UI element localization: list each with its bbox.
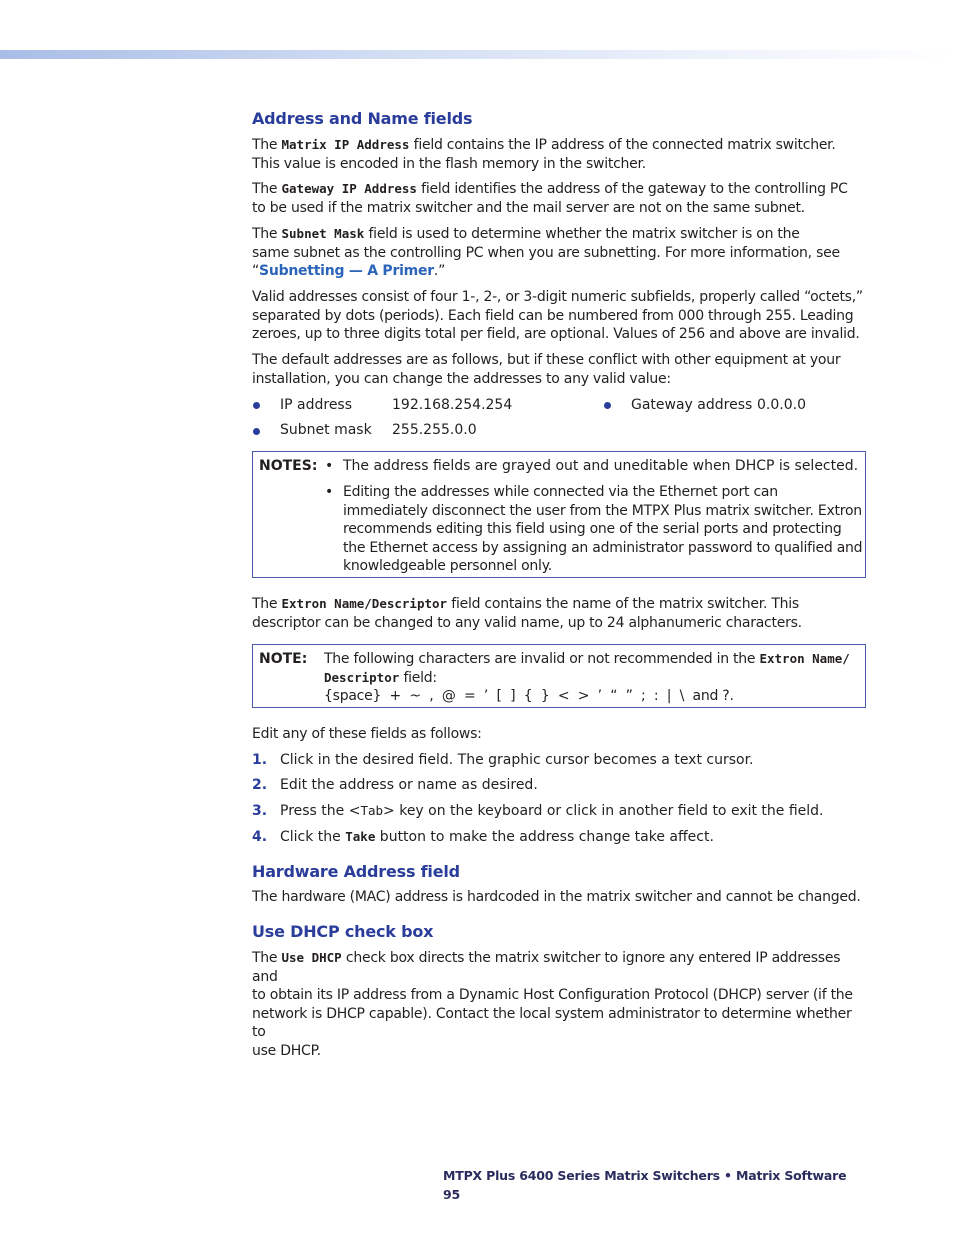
paragraph-matrix-ip	[252, 136, 868, 173]
paragraph-use-dhcp	[252, 949, 868, 1060]
default-value: 0.0.0.0	[757, 397, 806, 413]
text: recommends editing this field using one of the serial ports and protecting	[343, 521, 842, 537]
paragraph-default-addresses	[252, 351, 868, 388]
bullet-dot-icon	[604, 402, 611, 409]
section-heading-hardware-address: Hardware Address field	[252, 862, 460, 881]
note-box	[252, 644, 866, 708]
notes-box	[252, 451, 866, 578]
text: field identifies the address of the gateway to the controlling PC	[416, 181, 848, 197]
note-bullet-icon: •	[325, 484, 334, 500]
step-text: Edit the address or name as desired.	[280, 777, 538, 793]
paragraph-hardware-address: The hardware (MAC) address is hardcoded in the matrix switcher and cannot be changed.	[252, 889, 861, 905]
text: The	[252, 137, 282, 153]
text: field contains the IP address of the connected matrix switcher.	[409, 137, 836, 153]
text: Press the <	[280, 803, 361, 819]
section-heading-use-dhcp: Use DHCP check box	[252, 922, 434, 941]
step-text	[280, 802, 870, 821]
text: The	[252, 596, 282, 612]
step-number: 1.	[252, 752, 268, 768]
key-name-code: Tab	[360, 803, 384, 818]
text: to be used if the matrix switcher and the mail server are not on the same subnet.	[252, 199, 805, 216]
text: knowledgeable personnel only.	[343, 558, 552, 574]
default-label: Subnet mask	[280, 422, 372, 438]
step-number: 3.	[252, 803, 268, 819]
section-heading-address-name: Address and Name fields	[252, 109, 473, 128]
text: The	[252, 950, 282, 966]
paragraph-descriptor	[252, 595, 868, 632]
text: field:	[399, 669, 437, 686]
field-name-code: Gateway IP Address	[281, 181, 417, 196]
text: the Ethernet access by assigning an administrator password to qualified and	[343, 539, 863, 556]
text: Editing the addresses while connected via the Ethernet port can	[343, 484, 778, 500]
text: check box directs the matrix switcher to ignore any entered IP addresses and	[252, 950, 841, 985]
text: Click the	[280, 829, 346, 845]
default-label: Gateway address	[631, 397, 753, 413]
text: .”	[433, 263, 446, 279]
text: separated by dots (periods). Each field can be numbered from 000 through 255. Leading	[252, 307, 854, 324]
text: button to make the address change take affect.	[375, 829, 714, 845]
step-text	[280, 828, 870, 847]
note-bullet-icon: •	[325, 458, 334, 474]
bullet-dot-icon	[253, 428, 260, 435]
text: The following characters are invalid or not recommended in the	[324, 651, 760, 667]
step-number: 2.	[252, 777, 268, 793]
text: field contains the name of the matrix switcher. This	[447, 596, 799, 612]
text: installation, you can change the addresses to any valid value:	[252, 370, 671, 387]
paragraph-valid-addresses	[252, 288, 868, 344]
edit-intro: Edit any of these fields as follows:	[252, 726, 482, 742]
text: network is DHCP capable). Contact the local system administrator to determine whether to	[252, 1005, 852, 1040]
bullet-dot-icon	[253, 402, 260, 409]
subnetting-primer-link[interactable]: Subnetting — A Primer	[259, 263, 434, 279]
field-name-code: Descriptor	[324, 669, 400, 685]
text: The	[252, 226, 282, 242]
default-value: 255.255.0.0	[392, 422, 477, 438]
note-text	[324, 650, 864, 706]
paragraph-subnet-mask	[252, 225, 868, 281]
invalid-characters: {space} + ~ , @ = ’ [ ] { } < > ’ “ ” ; : | \ and ?.	[324, 688, 734, 704]
page-number: 95	[443, 1186, 460, 1202]
note-item: The address fields are grayed out and uneditable when DHCP is selected.	[343, 458, 859, 474]
text: > key on the keyboard or click in another field to exit the field.	[383, 803, 824, 819]
field-name-code: Extron Name/Descriptor	[281, 596, 448, 611]
header-gradient-bar	[0, 50, 954, 59]
field-name-code: Subnet Mask	[281, 226, 365, 241]
text: This value is encoded in the flash memory in the switcher.	[252, 155, 646, 172]
default-label: IP address	[280, 397, 353, 413]
default-value: 192.168.254.254	[392, 397, 513, 413]
text: use DHCP.	[252, 1042, 321, 1059]
text: same subnet as the controlling PC when you are subnetting. For more information, see	[252, 244, 840, 261]
text: descriptor can be changed to any valid name, up to 24 alphanumeric characters.	[252, 614, 802, 631]
text: immediately disconnect the user from the MTPX Plus matrix switcher. Extron	[343, 502, 862, 519]
text: to obtain its IP address from a Dynamic Host Configuration Protocol (DHCP) server (if the	[252, 987, 853, 1003]
page-footer	[443, 1167, 873, 1204]
paragraph-gateway-ip	[252, 180, 868, 217]
text: Valid addresses consist of four 1-, 2-, or 3-digit numeric subfields, properly called “octets,”	[252, 289, 863, 305]
field-name-code: Use DHCP	[281, 950, 342, 965]
text: field is used to determine whether the matrix switcher is on the	[364, 226, 800, 242]
field-name-code: Extron Name/	[759, 651, 850, 666]
notes-label: NOTES:	[259, 458, 318, 474]
text: The default addresses are as follows, but if these conflict with other equipment at your	[252, 352, 841, 368]
text: The	[252, 181, 282, 197]
text: zeroes, up to three digits total per field, are optional. Values of 256 and above are invalid.	[252, 326, 860, 342]
note-item	[343, 483, 865, 576]
note-label: NOTE:	[259, 651, 308, 667]
step-text: Click in the desired field. The graphic cursor becomes a text cursor.	[280, 752, 754, 768]
field-name-code: Matrix IP Address	[281, 137, 410, 152]
text: “	[252, 263, 260, 279]
step-number: 4.	[252, 829, 268, 845]
button-name-code: Take	[345, 829, 376, 844]
footer-title: MTPX Plus 6400 Series Matrix Switchers • Matrix Software	[443, 1168, 847, 1183]
